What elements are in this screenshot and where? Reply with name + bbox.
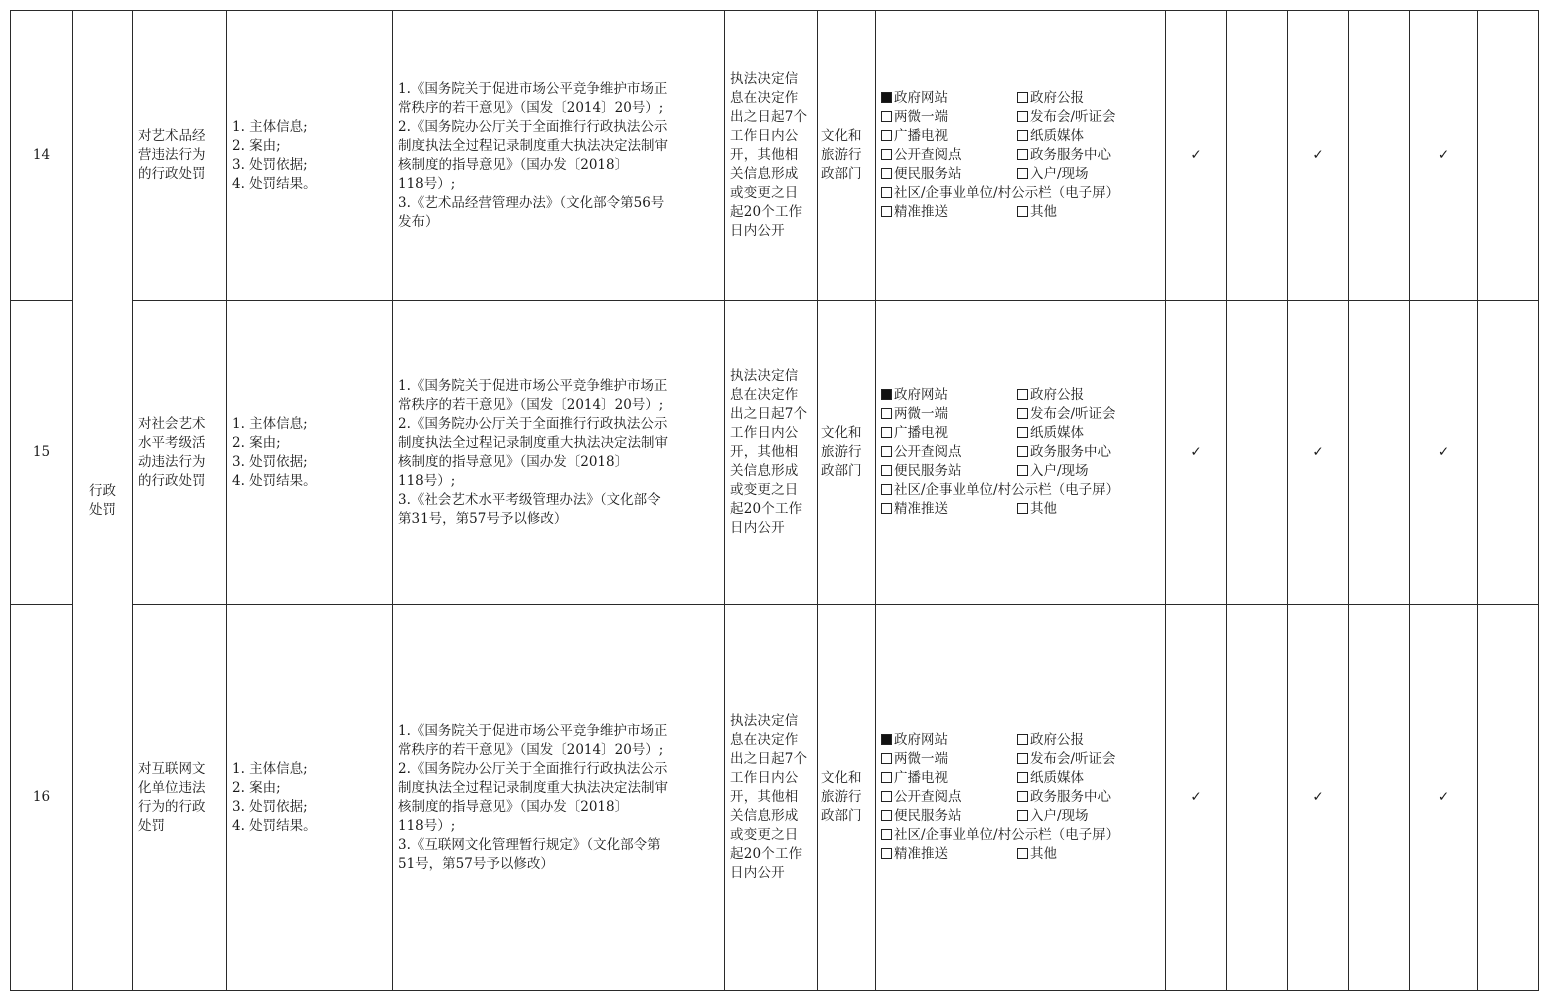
- text-line: 3.《互联网文化管理暂行规定》（文化部令第: [398, 836, 661, 853]
- channel-option: [1017, 386, 1162, 405]
- disclosure-time: [725, 605, 818, 991]
- row-number: 16: [11, 605, 73, 991]
- check-cell: [1478, 301, 1539, 605]
- text-line: 文化和: [821, 425, 862, 441]
- text-line: 文化和: [821, 770, 862, 786]
- text-line: 政部门: [821, 808, 862, 824]
- channel-option: [881, 462, 1017, 481]
- text-line: 执法决定信: [730, 71, 799, 87]
- channel-label: 入户/现场: [1030, 463, 1089, 479]
- text-line: 开，其他相: [730, 444, 799, 460]
- channel-option: [1017, 108, 1162, 127]
- channel-option: [881, 481, 1162, 500]
- text-line: 1.《国务院关于促进市场公平竞争维护市场正: [398, 80, 668, 97]
- channel-option: [881, 184, 1162, 203]
- channel-option: [1017, 462, 1162, 481]
- checkbox-checked-icon: [881, 734, 892, 745]
- table-row: [11, 301, 1539, 605]
- text-line: 旅游行: [821, 444, 862, 460]
- channel-label: 纸质媒体: [1030, 770, 1084, 786]
- checkbox-empty-icon: [881, 408, 892, 419]
- channel-option: [881, 750, 1017, 769]
- checkbox-empty-icon: [1017, 130, 1028, 141]
- checkbox-empty-icon: [1017, 111, 1028, 122]
- channel-option: [881, 89, 1017, 108]
- channel-label: 政府公报: [1030, 90, 1084, 106]
- check-cell: [1410, 301, 1478, 605]
- check-mark-icon: ✓: [1437, 789, 1450, 805]
- channel-label: 政府公报: [1030, 387, 1084, 403]
- channel-label: 广播电视: [894, 770, 948, 786]
- channel-option: [1017, 769, 1162, 788]
- text-line: 发布）: [398, 213, 439, 230]
- channel-label: 其他: [1030, 501, 1057, 517]
- text-line: 1. 主体信息;: [232, 118, 308, 135]
- channel-label: 其他: [1030, 846, 1057, 862]
- text-line: 息在决定作: [730, 732, 799, 748]
- text-line: 3.《社会艺术水平考级管理办法》（文化部令: [398, 491, 661, 508]
- channel-option: [881, 826, 1162, 845]
- channel-option: [881, 424, 1017, 443]
- channel-label: 公开查阅点: [894, 147, 962, 163]
- checkbox-empty-icon: [881, 446, 892, 457]
- checkbox-empty-icon: [881, 503, 892, 514]
- text-line: 关信息形成: [730, 463, 799, 479]
- check-cell: [1349, 11, 1410, 301]
- channel-option: [881, 807, 1017, 826]
- channel-option: [1017, 165, 1162, 184]
- disclosure-department: [818, 301, 876, 605]
- channel-label: 社区/企事业单位/村公示栏（电子屏）: [894, 827, 1120, 843]
- text-line: 行为的行政: [138, 798, 206, 815]
- checkbox-empty-icon: [881, 848, 892, 859]
- text-line: 118号）;: [398, 472, 456, 489]
- text-line: 的行政处罚: [138, 166, 206, 182]
- channel-label: 发布会/听证会: [1030, 109, 1116, 125]
- channel-option: [881, 146, 1017, 165]
- check-mark-icon: ✓: [1437, 147, 1450, 163]
- text-line: 的行政处罚: [138, 472, 206, 489]
- channel-option: [881, 386, 1017, 405]
- channel-label: 政府公报: [1030, 732, 1084, 748]
- text-line: 起20个工作: [730, 846, 803, 862]
- channel-option: [881, 443, 1017, 462]
- checkbox-empty-icon: [881, 791, 892, 802]
- table-row: [11, 11, 1539, 301]
- category-label-line1: 行政: [89, 482, 116, 499]
- disclosure-time: [725, 11, 818, 301]
- check-cell: [1166, 605, 1227, 991]
- channel-label: 入户/现场: [1030, 808, 1089, 824]
- check-mark-icon: ✓: [1190, 444, 1202, 460]
- text-line: 起20个工作: [730, 204, 803, 220]
- text-line: 对互联网文: [138, 760, 206, 777]
- disclosure-basis: [393, 605, 725, 991]
- text-line: 51号，第57号予以修改）: [398, 855, 554, 872]
- checkbox-empty-icon: [881, 753, 892, 764]
- channel-label: 发布会/听证会: [1030, 751, 1116, 767]
- text-line: 日内公开: [730, 520, 785, 536]
- channel-label: 两微一端: [894, 109, 948, 125]
- channel-label: 精准推送: [894, 501, 948, 517]
- channel-option: [881, 165, 1017, 184]
- check-cell: [1288, 11, 1349, 301]
- text-line: 118号）;: [398, 817, 456, 834]
- checkbox-empty-icon: [1017, 791, 1028, 802]
- channel-label: 两微一端: [894, 406, 948, 422]
- check-mark-icon: ✓: [1190, 789, 1202, 805]
- text-line: 息在决定作: [730, 387, 799, 403]
- channel-label: 便民服务站: [894, 808, 962, 824]
- text-line: 或变更之日: [730, 185, 799, 201]
- disclosure-time: [725, 301, 818, 605]
- text-line: 工作日内公: [730, 770, 799, 786]
- channel-option: [1017, 203, 1162, 222]
- text-line: 2.《国务院办公厅关于全面推行行政执法公示: [398, 118, 668, 135]
- text-line: 1. 主体信息;: [232, 415, 308, 432]
- checkbox-empty-icon: [881, 168, 892, 179]
- channel-label: 发布会/听证会: [1030, 406, 1116, 422]
- text-line: 对社会艺术: [138, 415, 206, 432]
- channel-label: 政府网站: [894, 732, 948, 748]
- checkbox-empty-icon: [881, 130, 892, 141]
- category-label-line2: 处罚: [89, 501, 116, 518]
- text-line: 出之日起7个: [730, 751, 808, 767]
- text-line: 或变更之日: [730, 827, 799, 843]
- channel-label: 两微一端: [894, 751, 948, 767]
- check-cell: [1227, 11, 1288, 301]
- checkbox-empty-icon: [881, 206, 892, 217]
- check-cell: [1227, 301, 1288, 605]
- channel-option: [1017, 750, 1162, 769]
- checkbox-empty-icon: [881, 810, 892, 821]
- channel-label: 政府网站: [894, 90, 948, 106]
- text-line: 工作日内公: [730, 425, 799, 441]
- channel-label: 入户/现场: [1030, 166, 1089, 182]
- text-line: 工作日内公: [730, 128, 799, 144]
- channel-option: [1017, 500, 1162, 519]
- checkbox-empty-icon: [881, 149, 892, 160]
- channel-label: 政务服务中心: [1030, 147, 1111, 163]
- channel-option: [1017, 127, 1162, 146]
- checkbox-checked-icon: [881, 389, 892, 400]
- channel-label: 公开查阅点: [894, 444, 962, 460]
- disclosure-basis: [393, 301, 725, 605]
- text-line: 旅游行: [821, 789, 862, 805]
- check-cell: [1288, 301, 1349, 605]
- checkbox-checked-icon: [881, 92, 892, 103]
- disclosure-content: [227, 301, 393, 605]
- table-row: [11, 605, 1539, 991]
- check-cell: [1478, 11, 1539, 301]
- check-cell: [1166, 301, 1227, 605]
- disclosure-content: [227, 11, 393, 301]
- check-cell: [1410, 605, 1478, 991]
- text-line: 或变更之日: [730, 482, 799, 498]
- row-number: 14: [11, 11, 73, 301]
- text-line: 3.《艺术品经营管理办法》（文化部令第56号: [398, 194, 665, 211]
- category-cell: [73, 11, 133, 991]
- channel-option: [881, 127, 1017, 146]
- item-name: [133, 605, 227, 991]
- text-line: 息在决定作: [730, 90, 799, 106]
- channel-label: 其他: [1030, 204, 1057, 220]
- channel-label: 公开查阅点: [894, 789, 962, 805]
- channel-option: [1017, 405, 1162, 424]
- checkbox-empty-icon: [1017, 427, 1028, 438]
- text-line: 开，其他相: [730, 789, 799, 805]
- text-line: 开，其他相: [730, 147, 799, 163]
- check-cell: [1166, 11, 1227, 301]
- text-line: 执法决定信: [730, 713, 799, 729]
- check-cell: [1288, 605, 1349, 991]
- text-line: 第31号，第57号予以修改）: [398, 510, 568, 527]
- disclosure-department: [818, 11, 876, 301]
- channel-label: 广播电视: [894, 425, 948, 441]
- checkbox-empty-icon: [1017, 92, 1028, 103]
- disclosure-table: [10, 10, 1539, 991]
- channel-label: 纸质媒体: [1030, 425, 1084, 441]
- disclosure-department: [818, 605, 876, 991]
- checkbox-empty-icon: [1017, 848, 1028, 859]
- channel-label: 便民服务站: [894, 166, 962, 182]
- text-line: 2. 案由;: [232, 137, 281, 154]
- check-cell: [1349, 301, 1410, 605]
- checkbox-empty-icon: [881, 772, 892, 783]
- disclosure-channels: [876, 605, 1166, 991]
- text-line: 3. 处罚依据;: [232, 453, 308, 470]
- channel-label: 政务服务中心: [1030, 789, 1111, 805]
- channel-option: [1017, 146, 1162, 165]
- checkbox-empty-icon: [1017, 168, 1028, 179]
- disclosure-basis: [393, 11, 725, 301]
- checkbox-empty-icon: [1017, 734, 1028, 745]
- check-cell: [1410, 11, 1478, 301]
- channel-option: [881, 108, 1017, 127]
- checkbox-empty-icon: [881, 465, 892, 476]
- text-line: 起20个工作: [730, 501, 803, 517]
- channel-option: [1017, 89, 1162, 108]
- text-line: 核制度的指导意见》（国办发〔2018〕: [398, 156, 629, 173]
- disclosure-channels: [876, 11, 1166, 301]
- text-line: 对艺术品经: [138, 128, 206, 144]
- text-line: 核制度的指导意见》（国办发〔2018〕: [398, 798, 629, 815]
- text-line: 2.《国务院办公厅关于全面推行行政执法公示: [398, 415, 668, 432]
- channel-label: 精准推送: [894, 204, 948, 220]
- text-line: 出之日起7个: [730, 406, 808, 422]
- channel-option: [1017, 845, 1162, 864]
- text-line: 政部门: [821, 463, 862, 479]
- checkbox-empty-icon: [881, 187, 892, 198]
- text-line: 制度执法全过程记录制度重大执法决定法制审: [398, 779, 668, 796]
- text-line: 日内公开: [730, 223, 785, 239]
- text-line: 4. 处罚结果。: [232, 175, 317, 192]
- channel-label: 政府网站: [894, 387, 948, 403]
- text-line: 动违法行为: [138, 453, 206, 470]
- checkbox-empty-icon: [1017, 389, 1028, 400]
- channel-option: [881, 500, 1017, 519]
- text-line: 营违法行为: [138, 147, 206, 163]
- text-line: 4. 处罚结果。: [232, 817, 317, 834]
- channel-option: [1017, 807, 1162, 826]
- channel-option: [1017, 731, 1162, 750]
- channel-option: [1017, 424, 1162, 443]
- item-name: [133, 11, 227, 301]
- text-line: 化单位违法: [138, 779, 206, 796]
- text-line: 常秩序的若干意见》（国发〔2014〕20号）;: [398, 741, 664, 758]
- checkbox-empty-icon: [1017, 446, 1028, 457]
- text-line: 常秩序的若干意见》（国发〔2014〕20号）;: [398, 396, 664, 413]
- text-line: 118号）;: [398, 175, 456, 192]
- text-line: 2. 案由;: [232, 434, 281, 451]
- channel-label: 广播电视: [894, 128, 948, 144]
- channel-label: 社区/企事业单位/村公示栏（电子屏）: [894, 185, 1120, 201]
- channel-label: 精准推送: [894, 846, 948, 862]
- text-line: 文化和: [821, 128, 862, 144]
- text-line: 政部门: [821, 166, 862, 182]
- text-line: 处罚: [138, 817, 165, 834]
- checkbox-empty-icon: [881, 829, 892, 840]
- check-cell: [1478, 605, 1539, 991]
- text-line: 3. 处罚依据;: [232, 798, 308, 815]
- checkbox-empty-icon: [1017, 206, 1028, 217]
- check-cell: [1227, 605, 1288, 991]
- channel-option: [881, 769, 1017, 788]
- checkbox-empty-icon: [1017, 753, 1028, 764]
- channel-option: [881, 731, 1017, 750]
- text-line: 核制度的指导意见》（国办发〔2018〕: [398, 453, 629, 470]
- checkbox-empty-icon: [1017, 465, 1028, 476]
- text-line: 4. 处罚结果。: [232, 472, 317, 489]
- channel-label: 政务服务中心: [1030, 444, 1111, 460]
- text-line: 3. 处罚依据;: [232, 156, 308, 173]
- text-line: 日内公开: [730, 865, 785, 881]
- text-line: 关信息形成: [730, 166, 799, 182]
- text-line: 1.《国务院关于促进市场公平竞争维护市场正: [398, 377, 668, 394]
- text-line: 2. 案由;: [232, 779, 281, 796]
- checkbox-empty-icon: [881, 484, 892, 495]
- checkbox-empty-icon: [1017, 772, 1028, 783]
- text-line: 1.《国务院关于促进市场公平竞争维护市场正: [398, 722, 668, 739]
- check-mark-icon: ✓: [1190, 147, 1202, 163]
- checkbox-empty-icon: [1017, 408, 1028, 419]
- checkbox-empty-icon: [1017, 810, 1028, 821]
- text-line: 出之日起7个: [730, 109, 808, 125]
- channel-option: [1017, 788, 1162, 807]
- disclosure-content: [227, 605, 393, 991]
- checkbox-empty-icon: [1017, 503, 1028, 514]
- checkbox-empty-icon: [881, 111, 892, 122]
- channel-label: 社区/企事业单位/村公示栏（电子屏）: [894, 482, 1120, 498]
- text-line: 关信息形成: [730, 808, 799, 824]
- row-number: 15: [11, 301, 73, 605]
- check-mark-icon: ✓: [1312, 147, 1324, 163]
- text-line: 1. 主体信息;: [232, 760, 308, 777]
- channel-label: 便民服务站: [894, 463, 962, 479]
- checkbox-empty-icon: [881, 427, 892, 438]
- check-cell: [1349, 605, 1410, 991]
- channel-option: [1017, 443, 1162, 462]
- checkbox-empty-icon: [1017, 149, 1028, 160]
- channel-label: 纸质媒体: [1030, 128, 1084, 144]
- channel-option: [881, 788, 1017, 807]
- channel-option: [881, 405, 1017, 424]
- channel-option: [881, 203, 1017, 222]
- channel-option: [881, 845, 1017, 864]
- check-mark-icon: ✓: [1312, 444, 1324, 460]
- check-mark-icon: ✓: [1437, 444, 1450, 460]
- text-line: 执法决定信: [730, 368, 799, 384]
- text-line: 2.《国务院办公厅关于全面推行行政执法公示: [398, 760, 668, 777]
- disclosure-channels: [876, 301, 1166, 605]
- text-line: 旅游行: [821, 147, 862, 163]
- text-line: 水平考级活: [138, 434, 206, 451]
- check-mark-icon: ✓: [1312, 789, 1324, 805]
- text-line: 常秩序的若干意见》（国发〔2014〕20号）;: [398, 99, 664, 116]
- text-line: 制度执法全过程记录制度重大执法决定法制审: [398, 137, 668, 154]
- item-name: [133, 301, 227, 605]
- text-line: 制度执法全过程记录制度重大执法决定法制审: [398, 434, 668, 451]
